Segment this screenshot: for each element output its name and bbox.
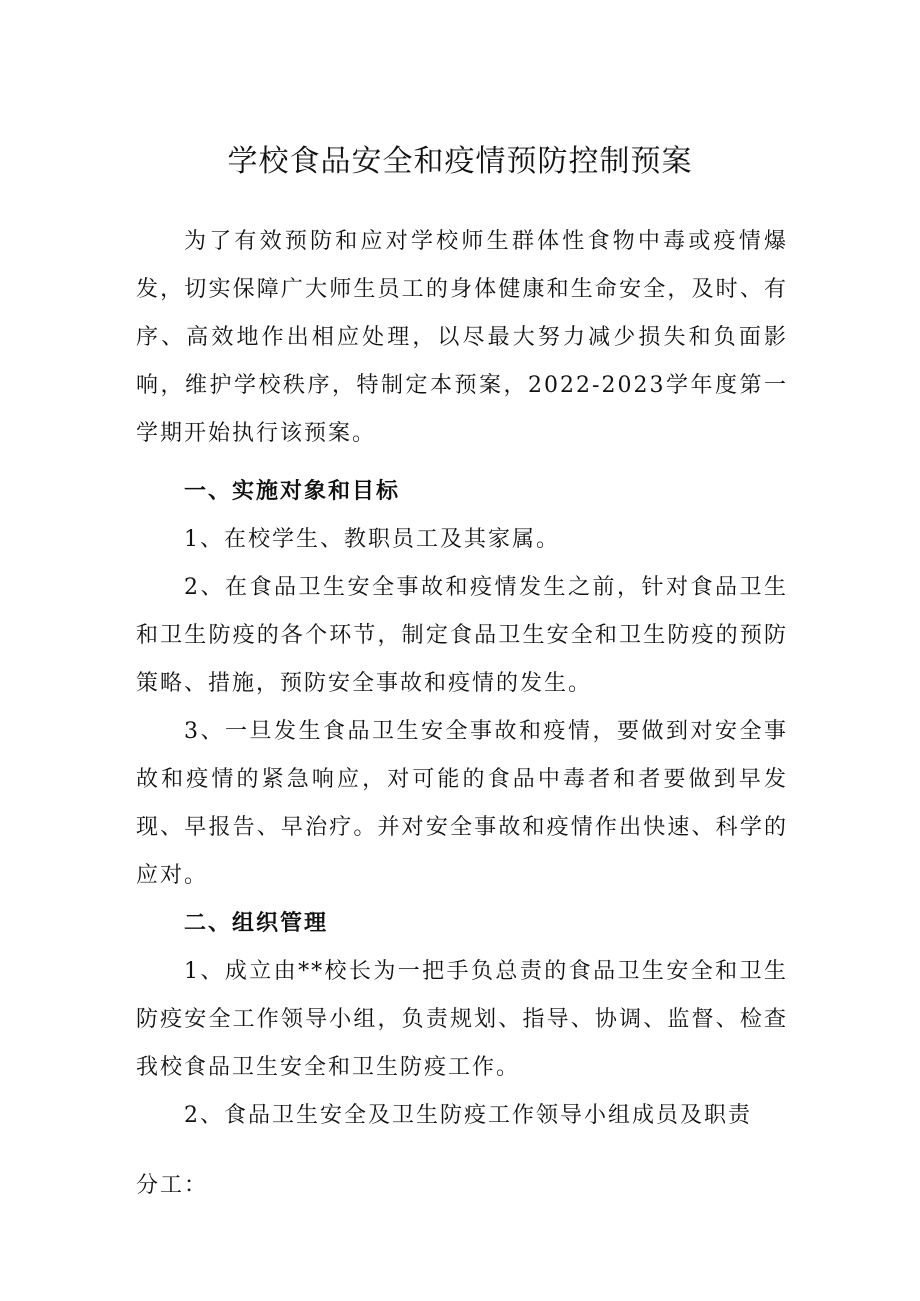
section-heading-targets: 一、实施对象和目标 xyxy=(184,479,401,504)
section2-item-1: 1、成立由**校长为一把手负总责的食品卫生安全和卫生防疫安全工作领导小组，负责规划、指导、协调、监督、检查我校食品卫生安全和卫生防疫工作。 xyxy=(136,959,788,1080)
document-body xyxy=(136,218,788,1210)
section2-trailing-text: 分工： xyxy=(136,1173,209,1198)
section2-item-2: 2、食品卫生安全及卫生防疫工作领导小组成员及职责 xyxy=(184,1103,752,1128)
intro-paragraph: 为了有效预防和应对学校师生群体性食物中毒或疫情爆发，切实保障广大师生员工的身体健康和生命安全，及时、有序、高效地作出相应处理，以尽最大努力减少损失和负面影响，维护学校秩序，特制定本预案，2022-2023学年度第一学期开始执行该预案。 xyxy=(136,229,788,446)
section1-item-2: 2、在食品卫生安全事故和疫情发生之前，针对食品卫生和卫生防疫的各个环节，制定食品卫生安全和卫生防疫的预防策略、措施，预防安全事故和疫情的发生。 xyxy=(136,575,788,696)
section-heading-organization: 二、组织管理 xyxy=(184,911,329,936)
section1-item-3: 3、一旦发生食品卫生安全事故和疫情，要做到对安全事故和疫情的紧急响应，对可能的食品中毒者和者要做到早发现、早报告、早治疗。并对安全事故和疫情作出快速、科学的应对。 xyxy=(136,719,788,888)
section1-item-1: 1、在校学生、教职员工及其家属。 xyxy=(184,527,560,552)
document-title: 学校食品安全和疫情预防控制预案 xyxy=(227,144,693,179)
